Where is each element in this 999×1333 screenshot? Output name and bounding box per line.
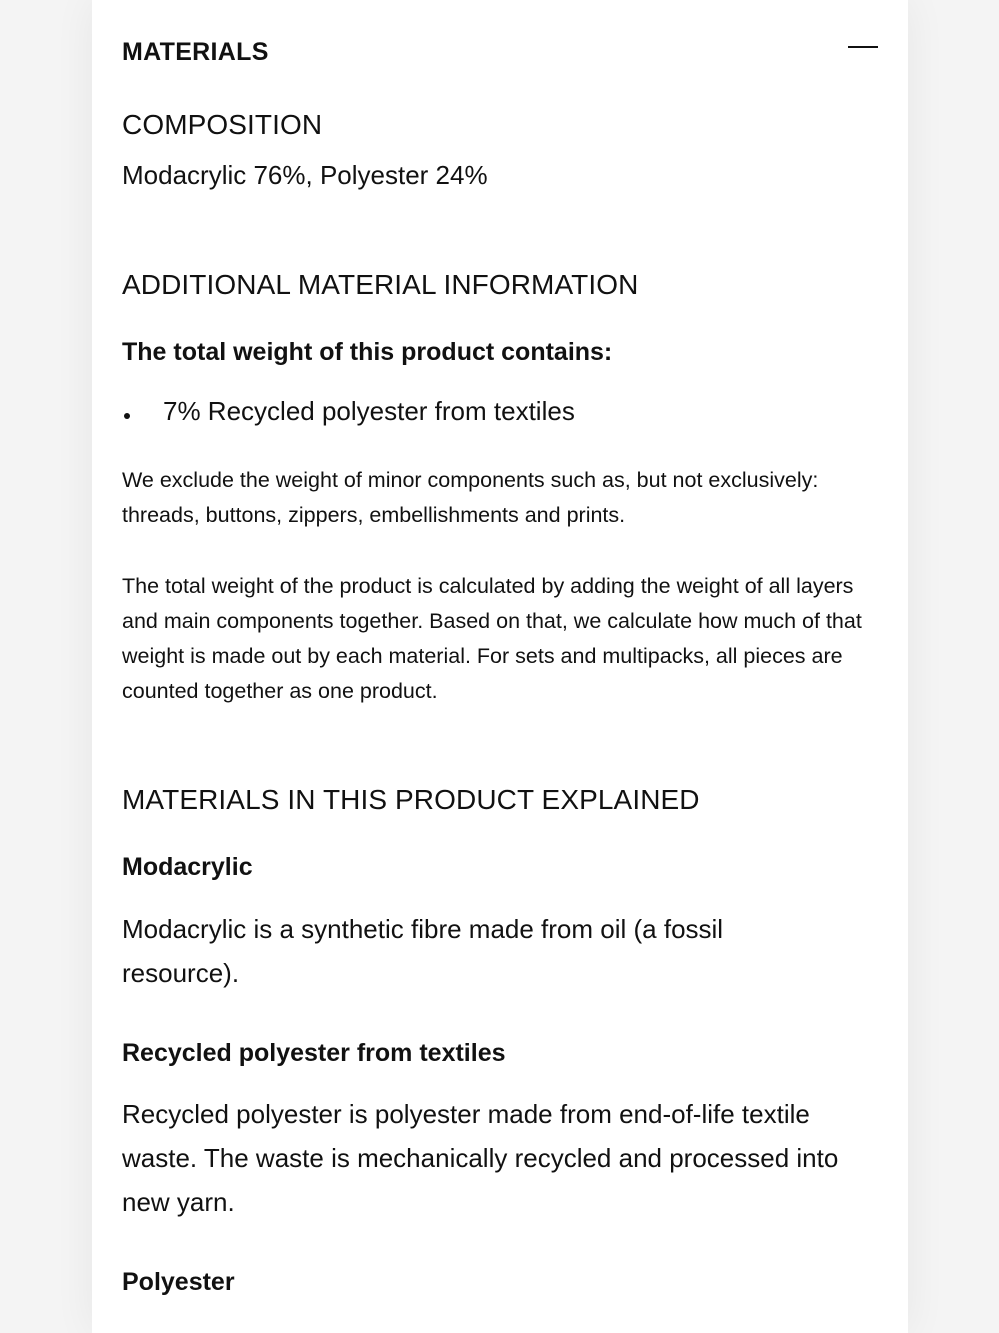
section-title: MATERIALS	[122, 38, 269, 66]
material-description-recycled-polyester: Recycled polyester is polyester made from end-of-life textile waste. The waste is mechanically recycled and processed into new yarn.	[122, 1099, 839, 1217]
material-name-recycled-polyester: Recycled polyester from textiles	[122, 1039, 506, 1067]
material-name-modacrylic: Modacrylic	[122, 853, 253, 881]
composition-heading: COMPOSITION	[122, 109, 323, 140]
weight-calculation-note: The total weight of the product is calculated by adding the weight of all layers and main components together. Based on that, we calculate how much of that weight is made out by each material. For sets and multipacks, all pieces are counted together as one product.	[122, 574, 862, 703]
exclusion-note: We exclude the weight of minor components such as, but not exclusively: threads, buttons, zippers, embellishments and prints.	[122, 468, 819, 527]
materials-panel	[92, 0, 908, 1333]
additional-info-heading: ADDITIONAL MATERIAL INFORMATION	[122, 269, 639, 300]
collapse-button[interactable]	[844, 28, 884, 68]
material-name-polyester: Polyester	[122, 1268, 235, 1296]
material-description-modacrylic: Modacrylic is a synthetic fibre made from oil (a fossil resource).	[122, 914, 724, 988]
bullet-icon	[124, 413, 130, 419]
minus-icon	[848, 46, 878, 48]
materials-explained-heading: MATERIALS IN THIS PRODUCT EXPLAINED	[122, 784, 700, 815]
weight-title: The total weight of this product contains:	[122, 338, 613, 366]
list-item-text: 7% Recycled polyester from textiles	[163, 396, 575, 426]
composition-value: Modacrylic 76%, Polyester 24%	[122, 160, 488, 190]
